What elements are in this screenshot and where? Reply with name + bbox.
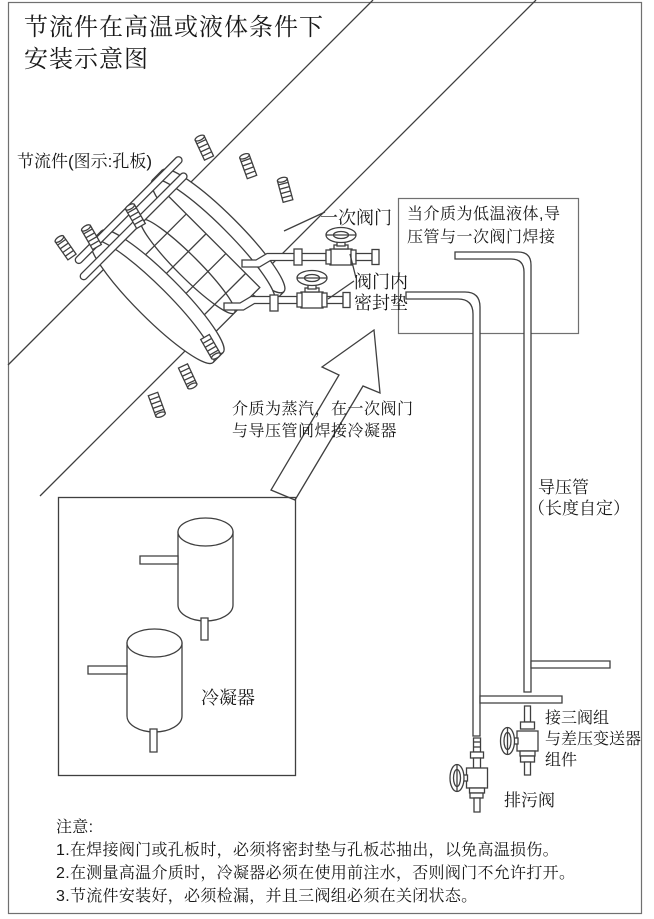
branch-pipe-upper: [531, 661, 610, 668]
page-title: [24, 12, 324, 76]
lowtemp-note-line2: 压管与一次阀门焊接: [407, 229, 556, 246]
flange-stud-icon: [239, 153, 257, 179]
branch-pipe-lower: [480, 696, 562, 703]
valve-seal-line1: 阀门内: [354, 272, 408, 292]
steam-note: [232, 399, 414, 443]
condenser-cylinder-upper: [140, 518, 233, 640]
note-item-1: 1.在焊接阀门或孔板时，必须将密封垫与孔板芯抽出，以免高温损伤。: [56, 842, 559, 859]
steam-note-line2: 与导压管间焊接冷凝器: [232, 423, 398, 440]
lowtemp-note: [407, 203, 560, 249]
primary-valve-label: 一次阀门: [320, 208, 392, 228]
steam-note-line1: 介质为蒸汽，在一次阀门: [232, 401, 414, 418]
flange-stud-icon: [54, 234, 76, 260]
impulse-pipe-left: [406, 292, 480, 736]
three-valve-connection-valve-icon: [501, 706, 539, 775]
lowtemp-note-line1: 当介质为低温液体,导: [407, 206, 561, 223]
page-border: [9, 3, 642, 914]
valve-seal-line2: 密封垫: [354, 293, 408, 313]
three-valve-line1: 接三阀组: [545, 710, 610, 727]
three-valve-line2: 与差压变送器: [545, 731, 642, 748]
title-line2: 安装示意图: [24, 46, 149, 73]
title-line1: 节流件在高温或液体条件下: [24, 14, 324, 41]
three-valve-line3: 组件: [545, 752, 578, 769]
impulse-pipe-right: [455, 252, 531, 692]
note-item-3: 3.节流件安装好，必须检漏，并且三阀组必须在关闭状态。: [56, 888, 478, 905]
flange-stud-icon: [178, 364, 197, 390]
condenser-cylinder-lower: [88, 629, 182, 752]
flange-stud-icon: [277, 176, 293, 202]
notes-heading: 注意:: [56, 819, 94, 836]
impulse-pipe-label: [528, 477, 630, 519]
impulse-pipe-line2: （长度自定）: [528, 499, 630, 518]
three-valve-label: [545, 708, 641, 771]
flange-stud-icon: [148, 392, 166, 418]
valve-seal-label: [354, 272, 408, 314]
blowdown-valve-label: 排污阀: [504, 791, 555, 810]
notes: [56, 816, 575, 908]
note-item-2: 2.在测量高温介质时，冷凝器必须在使用前注水，否则阀门不允许打开。: [56, 865, 576, 882]
impulse-pipe-line1: 导压管: [538, 478, 589, 497]
flange-stud-icon: [194, 134, 213, 160]
condenser-label: 冷凝器: [201, 688, 255, 708]
orifice-label: 节流件(图示:孔板): [17, 152, 153, 171]
condenser-box: [59, 498, 296, 776]
blowdown-valve-icon: [450, 738, 488, 812]
